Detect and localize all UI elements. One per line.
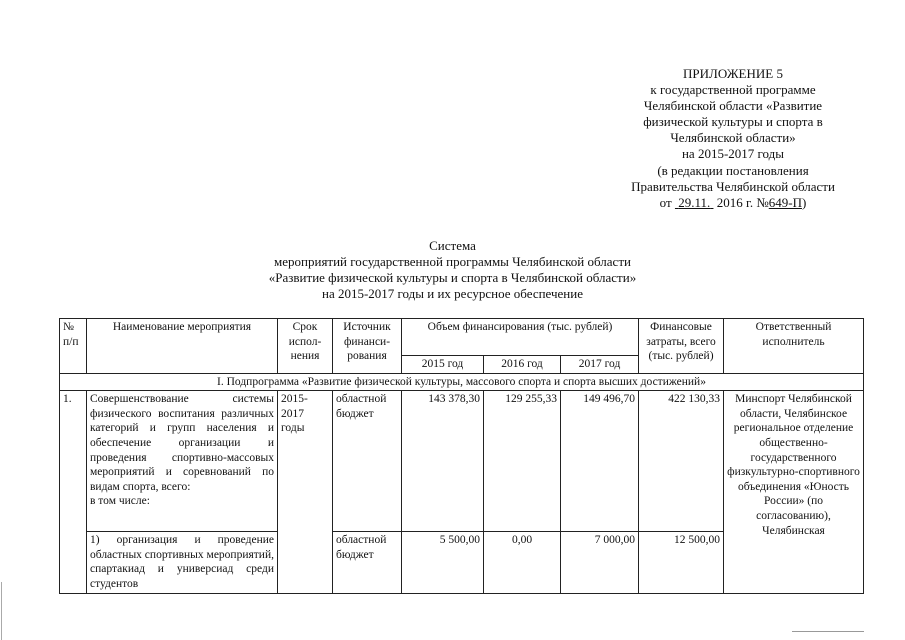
- row-name: Совершенствование системы физического воспитания различных категорий и групп населения и обеспечение организации и проведения спортивно-массовых мероприятий и соревнований по видам спорта, всего: в том числе:: [87, 391, 278, 532]
- header-num: № п/п: [60, 319, 87, 374]
- scan-edge-line: [1, 582, 2, 640]
- row-responsible: Минспорт Челябинской области, Челябинское региональное отделение общественно-государственного физкультурно-спортивного объединения «Юность России» (по согласованию), Челябинская: [724, 391, 864, 593]
- subrow-2015: 5 500,00: [402, 532, 484, 593]
- row-2015: 143 378,30: [402, 391, 484, 532]
- appendix-line: Правительства Челябинской области: [631, 178, 835, 194]
- header-total: Финансовые затраты, всего (тыс. рублей): [639, 319, 724, 374]
- year-text: 2016 г. №: [716, 194, 769, 210]
- date-value: 29.11.: [678, 194, 711, 210]
- subrow-2017: 7 000,00: [561, 532, 639, 593]
- appendix-line: ПРИЛОЖЕНИЕ 5: [683, 66, 783, 81]
- scan-edge-line: [792, 631, 864, 632]
- row-num: 1.: [60, 391, 87, 593]
- header-name: Наименование мероприятия: [87, 319, 278, 374]
- resolution-number: 649-П: [768, 194, 802, 210]
- subrow-total: 12 500,00: [639, 532, 724, 593]
- appendix-line: Челябинской области «Развитие: [643, 98, 823, 114]
- header-term: Срок испол-нения: [278, 319, 333, 374]
- row-total: 422 130,33: [639, 391, 724, 532]
- title-line: «Развитие физической культуры и спорта в Челябинской области»: [268, 270, 637, 285]
- header-row: [60, 319, 864, 356]
- activities-table: [59, 318, 864, 594]
- header-2015: 2015 год: [402, 356, 484, 374]
- header-responsible: Ответственный исполнитель: [724, 319, 864, 374]
- subprogram-title: I. Подпрограмма «Развитие физической культуры, массового спорта и спорта высших достижений»: [60, 373, 864, 391]
- appendix-line: к государственной программе: [650, 82, 816, 98]
- date-prefix: от: [659, 194, 672, 210]
- row-term: 2015-2017 годы: [278, 391, 333, 593]
- date-suffix: ): [801, 194, 807, 210]
- appendix-line: на 2015-2017 годы: [681, 146, 785, 162]
- header-volume: Объем финансирования (тыс. рублей): [402, 319, 639, 356]
- row-source: областной бюджет: [333, 391, 402, 532]
- subrow-2016: 0,00: [484, 532, 561, 593]
- subrow-source: областной бюджет: [333, 532, 402, 593]
- appendix-header: [598, 66, 868, 211]
- row-2016: 129 255,33: [484, 391, 561, 532]
- table-row: [60, 391, 864, 532]
- document-title: [180, 238, 725, 302]
- appendix-line: (в редакции постановления: [657, 162, 809, 178]
- subrow-name: 1) организация и проведение областных спортивных мероприятий, спартакиад и универсиад среди студентов: [87, 532, 278, 593]
- title-line: Система: [429, 238, 476, 253]
- header-2016: 2016 год: [484, 356, 561, 374]
- header-source: Источник финанси-рования: [333, 319, 402, 374]
- resolution-date-line: [598, 195, 868, 211]
- title-line: мероприятий государственной программы Челябинской области: [274, 254, 631, 269]
- subprogram-row: [60, 373, 864, 391]
- row-incl: в том числе:: [90, 495, 150, 508]
- header-2017: 2017 год: [561, 356, 639, 374]
- row-2017: 149 496,70: [561, 391, 639, 532]
- appendix-line: физической культуры и спорта в: [643, 114, 823, 130]
- appendix-line: Челябинской области»: [670, 130, 796, 146]
- title-line: на 2015-2017 годы и их ресурсное обеспечение: [321, 286, 583, 301]
